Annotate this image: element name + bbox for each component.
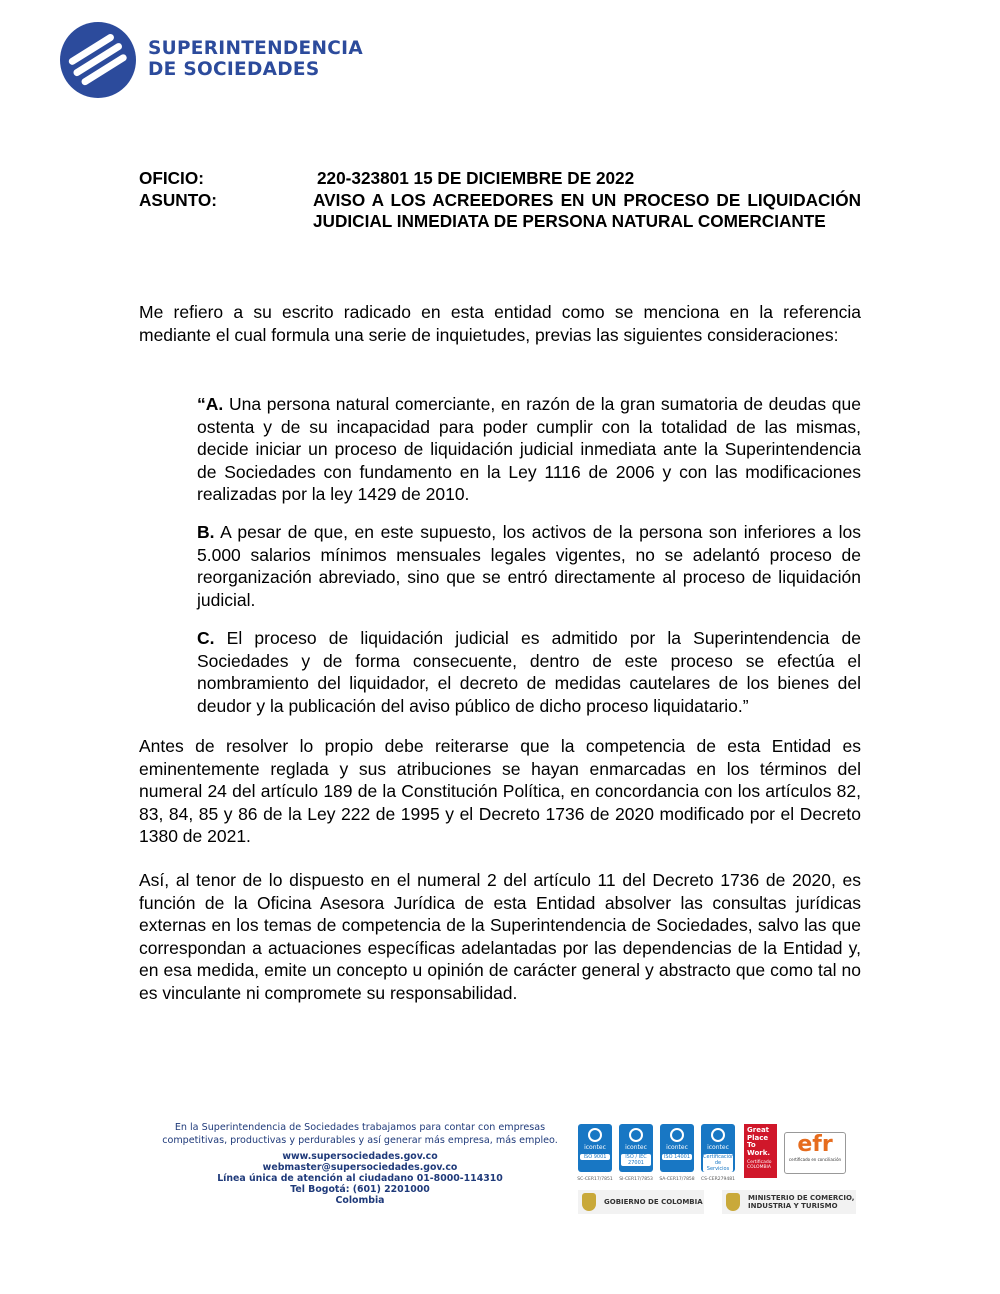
cert-code-3: SA-CER17/7858 — [659, 1177, 695, 1182]
quote-c-label: C. — [197, 628, 215, 648]
footer-tagline-1: En la Superintendencia de Sociedades trabajamos para contar con empresas — [174, 1122, 546, 1133]
intro-paragraph: Me refiero a su escrito radicado en esta entidad como se menciona en la referencia mediante el cual formula una serie de inquietudes, previas las siguientes consideraciones: — [139, 302, 861, 345]
footer-contact — [160, 1122, 560, 1206]
quote-b-label: B. — [197, 522, 215, 542]
gobierno-colombia-badge: GOBIERNO DE COLOMBIA — [578, 1190, 704, 1214]
footer-country: Colombia — [335, 1195, 385, 1206]
quote-b-text: A pesar de que, en este supuesto, los activos de la persona son inferiores a los 5.000 salarios mínimos mensuales legales vigentes, no se adelantó proceso de reorganización abreviado, sino que se entró directamente al proceso de liquidación judicial. — [197, 522, 861, 610]
footer-email-link[interactable]: webmaster@supersociedades.gov.co — [262, 1162, 458, 1173]
logo-emblem-icon — [60, 22, 136, 98]
certifications-strip — [578, 1122, 868, 1222]
icontec-iso14001-badge: icontec ISO 14001 — [660, 1124, 694, 1172]
colombia-shield-icon — [726, 1193, 740, 1211]
icontec-icon — [588, 1128, 602, 1142]
quote-c-text: El proceso de liquidación judicial es admitido por la Superintendencia de Sociedades y de forma consecuente, dentro de este proceso se efectúa el nombramiento del liquidador, el decreto de medidas cautelares de los bienes del deudor y la publicación del aviso público de dicho proceso liquidatario.” — [197, 628, 861, 716]
asunto-value: AVISO A LOS ACREEDORES EN UN PROCESO DE LIQUIDACIÓN JUDICIAL INMEDIATA DE PERSONA NATURAL COMERCIANTE — [313, 190, 861, 231]
efr-badge: efr certificado en conciliación — [784, 1132, 846, 1174]
footer-website-link[interactable]: www.supersociedades.gov.co — [282, 1151, 438, 1162]
icontec-icon — [629, 1128, 643, 1142]
footer-phone-bogota: Tel Bogotá: (601) 2201000 — [290, 1184, 430, 1195]
logo-line-2: DE SOCIEDADES — [148, 59, 320, 80]
icontec-icon — [670, 1128, 684, 1142]
cert-code-4: CS-CER279481 — [701, 1177, 735, 1182]
logo-wordmark — [148, 38, 363, 80]
quote-a-label: “A. — [197, 394, 224, 414]
colombia-shield-icon — [582, 1193, 596, 1211]
quote-a-paragraph — [197, 393, 861, 506]
quote-a-text: Una persona natural comerciante, en razón de la gran sumatoria de deudas que ostenta y de su incapacidad para poder cumplir con la totalidad de las mismas, decide iniciar un proceso de liquidación judicial inmediata ante la Superintendencia de Sociedades con fundamento en la Ley 1116 de 2006 y con las modificaciones realizadas por la ley 1429 de 2010. — [197, 394, 861, 505]
cert-code-2: SI-CER17/7853 — [619, 1177, 653, 1182]
funcion-paragraph: Así, al tenor de lo dispuesto en el numeral 2 del artículo 11 del Decreto 1736 de 2020, es función de la Oficina Asesora Jurídica de esta Entidad absolver las consultas jurídicas externas en los temas de competencia de la Superintendencia de Sociedades, salvo las que correspondan a actuaciones específicas adelantadas por las dependencias de la Entidad y, en esa medida, emite un concepto u opinión de carácter general y abstracto que como tal no es vinculante ni compromete su responsabilidad. — [139, 870, 861, 1003]
mincomercio-badge: MINISTERIO DE COMERCIO, INDUSTRIA Y TURISMO — [722, 1190, 856, 1214]
logo-line-1: SUPERINTENDENCIA — [148, 38, 363, 59]
oficio-label: OFICIO: — [139, 168, 204, 188]
icontec-icon — [711, 1128, 725, 1142]
asunto-label: ASUNTO: — [139, 190, 217, 210]
great-place-to-work-badge: Great Place To Work. Certificado COLOMBIA — [744, 1124, 777, 1178]
competencia-paragraph: Antes de resolver lo propio debe reiterarse que la competencia de esta Entidad es eminentemente reglada y sus atribuciones se hayan enmarcadas en los términos del numeral 24 del artículo 189 de la Constitución Política, en concordancia con los artículos 82, 83, 84, 85 y 86 de la Ley 222 de 1995 y el Decreto 1736 de 2020 modificado por el Decreto 1380 de 2021. — [139, 736, 861, 847]
footer-phone-line: Línea única de atención al ciudadano 01-8000-114310 — [217, 1173, 503, 1184]
quote-b-paragraph — [197, 521, 861, 611]
quote-c-paragraph — [197, 627, 861, 717]
icontec-iso9001-badge: icontec ISO 9001 — [578, 1124, 612, 1172]
icontec-iso27001-badge: icontec ISO / IEC 27001 — [619, 1124, 653, 1172]
superintendencia-logo — [60, 22, 390, 102]
oficio-value: 220-323801 15 DE DICIEMBRE DE 2022 — [317, 168, 635, 188]
cert-code-1: SC-CER17/7851 — [577, 1177, 613, 1182]
footer-tagline-2: competitivas, productivas y perdurables y así generar más empresa, más empleo. — [162, 1134, 558, 1146]
icontec-servicios-badge: icontec Certificación de Servicios — [701, 1124, 735, 1172]
